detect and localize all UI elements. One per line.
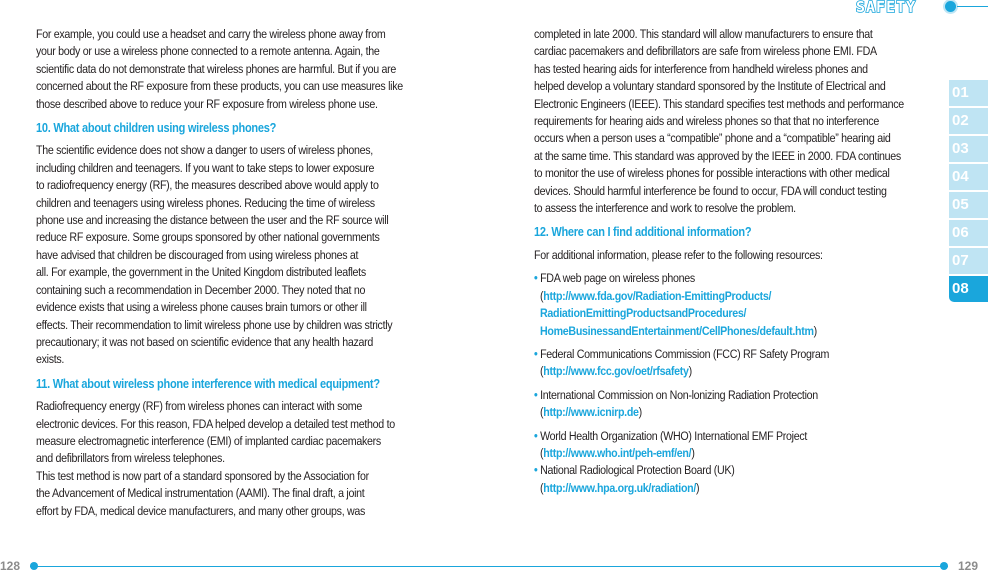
chapter-tab-08-active[interactable]: 08 bbox=[949, 276, 988, 302]
chapter-tab-05[interactable]: 05 bbox=[949, 192, 988, 218]
left-column bbox=[36, 26, 440, 520]
chapter-tabs bbox=[949, 80, 988, 304]
footer-rule bbox=[30, 566, 948, 567]
chapter-tab-01[interactable]: 01 bbox=[949, 80, 988, 106]
chapter-tab-06[interactable]: 06 bbox=[949, 220, 988, 246]
section-title: SAFETY bbox=[856, 0, 917, 16]
bullet-icon: • bbox=[534, 346, 538, 361]
page-number-left: 128 bbox=[0, 559, 21, 573]
link-fda-2[interactable]: RadiationEmittingProductsandProcedures/ bbox=[540, 306, 747, 321]
chapter-tab-04[interactable]: 04 bbox=[949, 164, 988, 190]
header-dot-icon bbox=[945, 1, 956, 12]
resource-who: • World Health Organization (WHO) International EMF Project (http://www.who.int/peh-emf/en/) bbox=[534, 428, 808, 460]
footer-dot-right-icon bbox=[940, 562, 948, 570]
link-who[interactable]: http://www.who.int/peh-emf/en/ bbox=[543, 445, 692, 460]
question-11-heading: 11. What about wireless phone interference with medical equipment? bbox=[36, 375, 380, 391]
right-column bbox=[534, 26, 938, 497]
chapter-tab-03[interactable]: 03 bbox=[949, 136, 988, 162]
resource-fda: • FDA web page on wireless phones (http://www.fda.gov/Radiation-EmittingProducts/ RadiationEmittingProductsandProcedures/ HomeBusinessandEntertainment/CellPhones/default.htm) bbox=[534, 271, 817, 338]
resource-fcc: • Federal Communications Commission (FCC) RF Safety Program (http://www.fcc.gov/oet/rfsafety) bbox=[534, 346, 830, 379]
link-icnirp[interactable]: http://www.icnirp.de bbox=[543, 405, 639, 420]
link-fda-1[interactable]: http://www.fda.gov/Radiation-EmittingProducts/ bbox=[543, 288, 772, 303]
link-hpa[interactable]: http://www.hpa.org.uk/radiation/ bbox=[543, 480, 697, 495]
bullet-icon: • bbox=[534, 463, 538, 478]
chapter-tab-07[interactable]: 07 bbox=[949, 248, 988, 274]
resource-hpa: • National Radiological Protection Board (UK) (http://www.hpa.org.uk/radiation/) bbox=[534, 463, 735, 495]
bullet-icon: • bbox=[534, 271, 538, 286]
bullet-icon: • bbox=[534, 428, 538, 443]
resource-icnirp: • International Commission on Non-lonizing Radiation Protection (http://www.icnirp.de) bbox=[534, 387, 818, 420]
answer-11-continued: completed in late 2000. This standard will allow manufacturers to ensure that cardiac pacemakers and defibrillators are safe from wireless phone EMI. FDA has tested hearing aids for interference from handheld wireless phones and helped develop a voluntary standard sponsored by the Institute of Electrical and Electronic Engineers (IEEE). This standard specifies test methods and performance requirements for hearing aids and wireless phones so that that no interference occurs when a person uses a “compatible” phone and a “compatible” hearing aid at the same time. This standard was approved by the IEEE in 2000. FDA continues to monitor the use of wireless phones for possible interactions with other medical devices. Should harmful interference be found to occur, FDA will conduct testing to assess the interference and work to resolve the problem. bbox=[534, 27, 904, 216]
answer-12-intro: For additional information, please refer to the following resources: bbox=[534, 247, 823, 262]
answer-11-paragraph: Radiofrequency energy (RF) from wireless phones can interact with some electronic devices. For this reason, FDA helped develop a detailed test method to measure electromagnetic interference (EMI) of implanted cardiac pacemakers and defibrillators from wireless telephones. This test method is now part of a standard sponsored by the Association for the Advancement of Medical instrumentation (AAMI). The final draft, a joint effort by FDA, medical device manufacturers, and many other groups, was bbox=[36, 399, 395, 518]
question-12-heading: 12. Where can I find additional information? bbox=[534, 224, 752, 240]
page-number-right: 129 bbox=[958, 559, 979, 573]
intro-paragraph: For example, you could use a headset and carry the wireless phone away from your body or use a wireless phone connected to a remote antenna. Again, the scientific data do not demonstrate that wireless phones are harmful. But if you are concerned about the RF exposure from these products, you can use measures like those described above to reduce your RF exposure from wireless phone use. bbox=[36, 27, 403, 111]
question-10-heading: 10. What about children using wireless phones? bbox=[36, 120, 277, 136]
chapter-tab-02[interactable]: 02 bbox=[949, 108, 988, 134]
link-fcc[interactable]: http://www.fcc.gov/oet/rfsafety bbox=[543, 364, 689, 379]
link-fda-3[interactable]: HomeBusinessandEntertainment/CellPhones/default.htm bbox=[540, 323, 814, 338]
answer-10-paragraph: The scientific evidence does not show a danger to users of wireless phones, including children and teenagers. If you want to take steps to lower exposure to radiofrequency energy (RF), the measures described above would apply to children and teenagers using wireless phones. Reducing the time of wireless phone use and increasing the distance between the user and the RF source will reduce RF exposure. Some groups sponsored by other national governments have advised that children be discouraged from using wireless phones at all. For example, the government in the United Kingdom distributed leaflets containing such a recommendation in December 2000. They noted that no evidence exists that using a wireless phone causes brain tumors or other ill effects. Their recommendation to limit wireless phone use by children was strictly precautionary; it was not based on scientific evidence that any health hazard exists. bbox=[36, 143, 393, 367]
bullet-icon: • bbox=[534, 387, 538, 402]
footer-dot-left-icon bbox=[30, 562, 38, 570]
header-rule bbox=[957, 6, 988, 7]
